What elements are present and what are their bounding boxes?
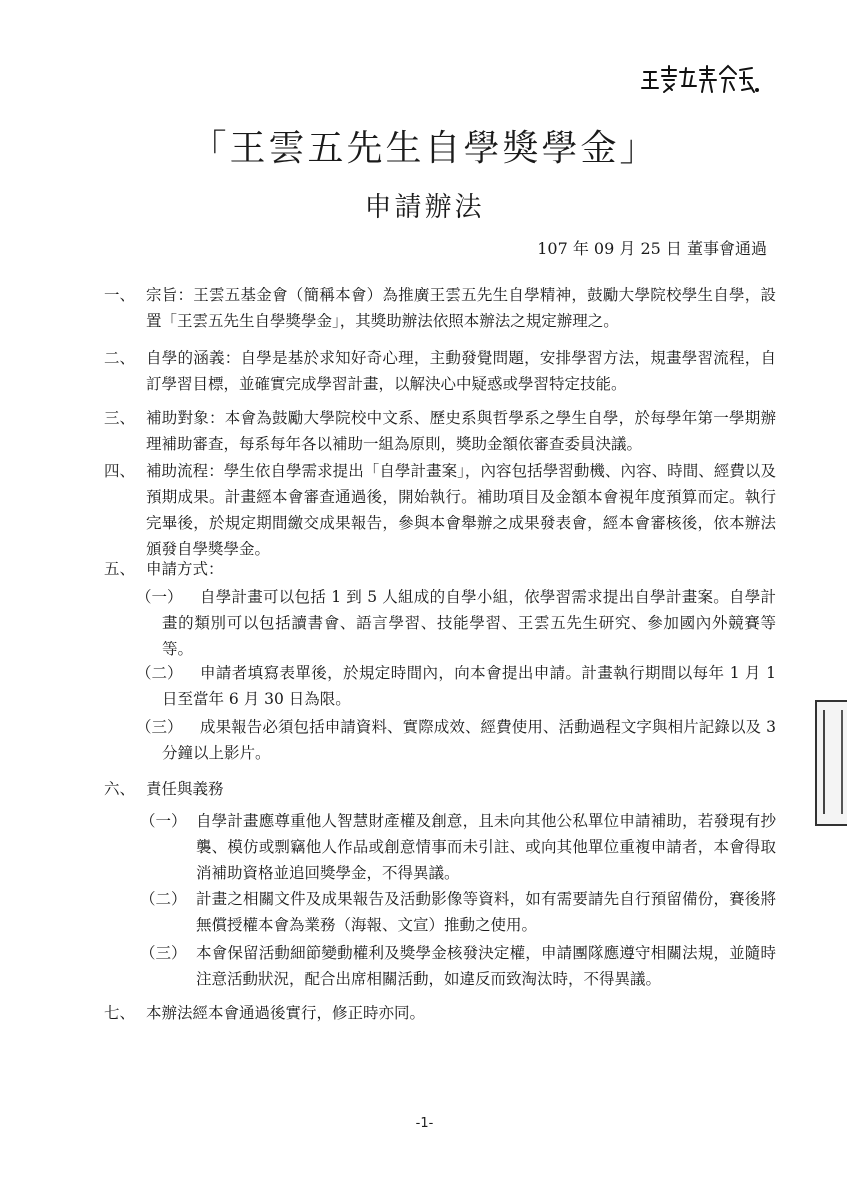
section6-item-3 [140,940,776,992]
article-number: 三、 [104,409,136,427]
item-number: （一） [140,812,187,830]
item-number: （三） [140,944,187,962]
article-text: 責任與義務 [146,780,224,798]
article-1 [104,282,776,334]
section6-item-1 [140,808,776,886]
article-text: 自學的涵義：自學是基於求知好奇心理，主動發覺問題，安排學習方法，規畫學習流程，自訂學習目標，並確實完成學習計畫，以解決心中疑惑或學習特定技能。 [146,349,776,393]
article-text: 補助流程：學生依自學需求提出「自學計畫案」，內容包括學習動機、內容、時間、經費以及預期成果。計畫經本會審查通過後，開始執行。補助項目及金額本會視年度預算而定。執行完畢後，於規定期間繳交成果報告，參與本會舉辦之成果發表會，經本會審核後，依本辦法頒發自學獎學金。 [146,462,776,558]
article-text: 本辦法經本會通過後實行，修正時亦同。 [146,1004,426,1022]
article-5 [104,556,776,582]
article-6 [104,776,776,802]
article-number: 六、 [104,780,136,798]
page-number: -1- [415,1116,434,1131]
item-text: 自學計畫應尊重他人智慧財產權及創意，且未向其他公私單位申請補助，若發現有抄襲、模仿或剽竊他人作品或創意情事而未引註、或向其他單位重複申請者，本會得取消補助資格並追回獎學金，不得異議。 [196,812,776,882]
item-text: 本會保留活動細節變動權利及獎學金核發決定權，申請團隊應遵守相關法規，並隨時注意活動狀況，配合出席相關活動，如違反而致淘汰時，不得異議。 [196,944,776,988]
article-text: 補助對象：本會為鼓勵大學院校中文系、歷史系與哲學系之學生自學，於每學年第一學期辦理補助審查，每系每年各以補助一組為原則，獎助金額依審查委員決議。 [146,409,776,453]
foundation-logo-signature [640,64,760,96]
binder-tab-mark [815,700,847,826]
item-text: 申請者填寫表單後，於規定時間內，向本會提出申請。計畫執行期間以每年 1 月 1 日至當年 6 月 30 日為限。 [162,664,776,708]
item-number: （三） [136,718,183,736]
item-text: 自學計畫可以包括 1 到 5 人組成的自學小組，依學習需求提出自學計畫案。自學計畫的類別可以包括讀書會、語言學習、技能學習、王雲五先生研究、參加國內外競賽等等。 [162,588,776,658]
article-text: 宗旨：王雲五基金會（簡稱本會）為推廣王雲五先生自學精神，鼓勵大學院校學生自學，設置「王雲五先生自學獎學金」，其獎助辦法依照本辦法之規定辦理之。 [146,286,776,330]
item-number: （一） [136,588,183,606]
document-title: 「王雲五先生自學獎學金」 [190,128,659,169]
article-2 [104,345,776,397]
section6-item-2 [140,886,776,938]
item-text: 計畫之相關文件及成果報告及活動影像等資料，如有需要請先自行預留備份，賽後將無償授權本會為業務（海報、文宣）推動之使用。 [196,890,776,934]
document-subtitle: 申請辦法 [364,192,485,223]
item-text: 成果報告必須包括申請資料、實際成效、經費使用、活動過程文字與相片記錄以及 3 分鐘以上影片。 [162,718,776,762]
article-7 [104,1000,776,1026]
article-3 [104,405,776,457]
section5-item-3 [136,714,776,766]
item-number: （二） [136,664,183,682]
article-text: 申請方式： [146,560,224,578]
section5-item-1 [136,584,776,662]
article-number: 七、 [104,1004,136,1022]
article-4 [104,458,776,562]
approval-date: 107 年 09 月 25 日 董事會通過 [537,239,767,258]
section5-item-2 [136,660,776,712]
article-number: 五、 [104,560,136,578]
item-number: （二） [140,890,187,908]
article-number: 二、 [104,349,136,367]
article-number: 四、 [104,462,136,480]
article-number: 一、 [104,286,136,304]
binder-tab-inner [823,710,843,814]
